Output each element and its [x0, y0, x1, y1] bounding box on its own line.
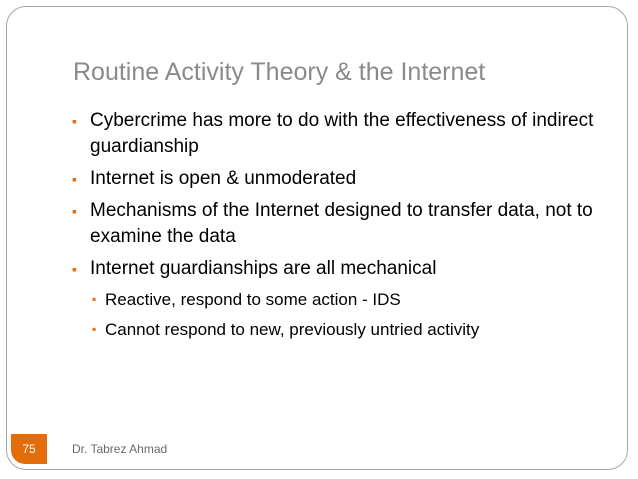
bullet-text: Internet is open & unmoderated	[90, 168, 357, 189]
bullet-item	[70, 108, 615, 160]
footer-author: Dr. Tabrez Ahmad	[72, 442, 168, 456]
sub-bullet-text: Reactive, respond to some action - IDS	[105, 290, 401, 309]
slide-title: Routine Activity Theory & the Internet	[73, 58, 486, 86]
bullet-icon: ▪	[72, 261, 77, 277]
bullet-text: Internet guardianships are all mechanical	[90, 258, 437, 279]
bullet-item	[70, 166, 615, 192]
bullet-icon: ▪	[72, 113, 77, 129]
bullet-text: Mechanisms of the Internet designed to transfer data, not to examine the data	[90, 200, 593, 247]
sub-bullet-item	[70, 318, 615, 341]
bullet-icon: ▪	[72, 171, 77, 187]
bullet-text: Cybercrime has more to do with the effectiveness of indirect guardianship	[90, 110, 594, 157]
bullet-icon: ▪	[72, 203, 77, 219]
sub-bullet-icon: ▪	[92, 322, 97, 336]
sub-bullet-item	[70, 288, 615, 311]
slide-number-badge: 75	[11, 434, 47, 464]
bullet-item	[70, 198, 615, 250]
sub-bullet-icon: ▪	[92, 292, 97, 306]
bullet-item	[70, 256, 615, 282]
sub-bullet-text: Cannot respond to new, previously untried activity	[105, 320, 480, 339]
bullet-list	[70, 108, 615, 348]
